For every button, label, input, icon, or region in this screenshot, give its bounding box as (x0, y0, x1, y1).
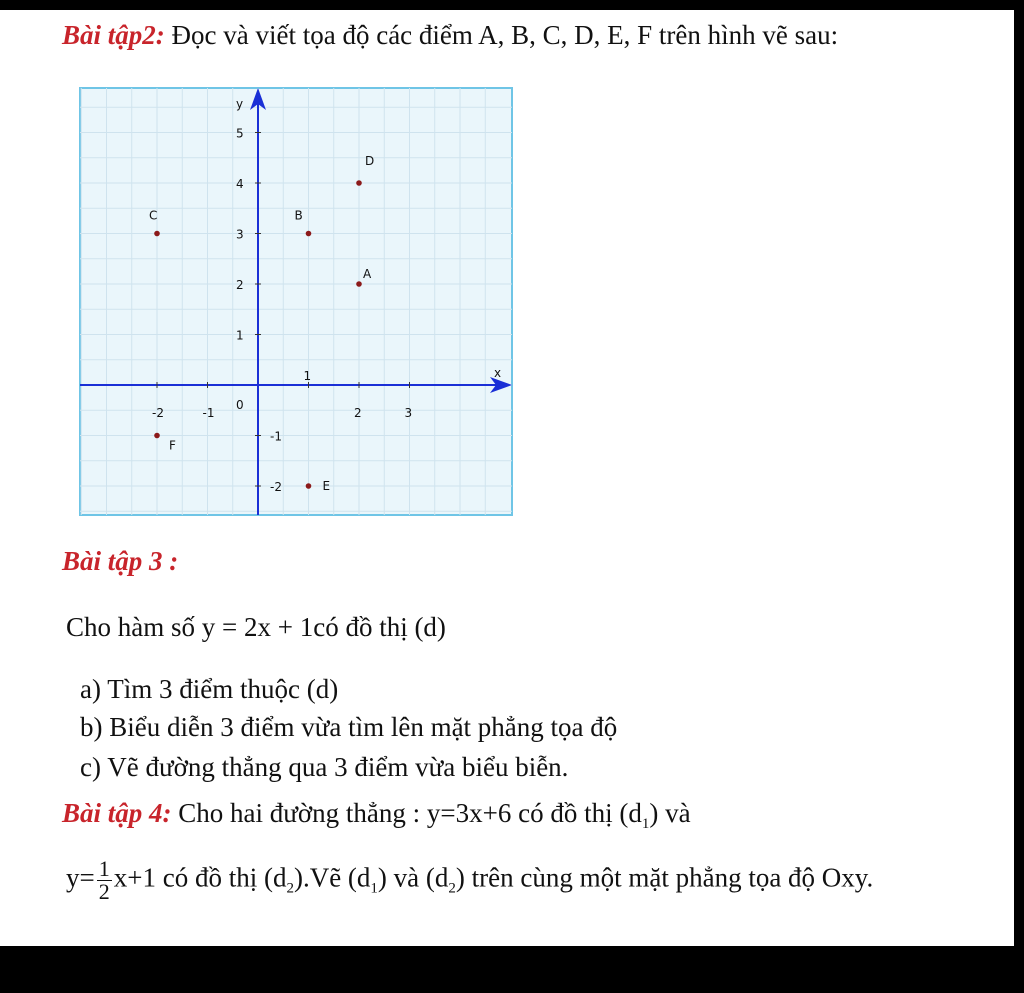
eq-prefix: y= (66, 862, 95, 893)
point-label-d: D (365, 154, 375, 168)
subscript-4: 2 (448, 880, 456, 897)
exercise-4-heading (62, 798, 691, 833)
fraction (97, 858, 112, 903)
y-tick-label: 1 (236, 328, 244, 343)
exercise-3-item-a: a) Tìm 3 điểm thuộc (d) (80, 674, 339, 704)
x-tick-label: 1 (303, 369, 312, 383)
point-label-a: A (363, 267, 372, 281)
x-tick-label: -1 (202, 406, 215, 420)
subscript-1: 1 (641, 816, 650, 832)
x-tick-label: 3 (404, 406, 413, 420)
y-tick-label: 3 (236, 227, 244, 242)
y-tick-label: 4 (236, 177, 244, 191)
x-axis-label: x (494, 366, 502, 380)
subscript-3: 1 (370, 880, 378, 897)
point-label-e: E (322, 479, 331, 493)
point-label-b: B (294, 208, 303, 223)
document-page (0, 10, 1014, 946)
eq-tail: ).Vẽ (d (293, 862, 371, 893)
y-axis-label: y (236, 97, 244, 111)
eq-tail-2: ) và (d (377, 862, 449, 893)
point-label-f: F (169, 438, 176, 453)
exercise-3-title: Bài tập 3 : (62, 546, 179, 576)
exercise-2-text: Đọc và viết tọa độ các điểm A, B, C, D, E, F trên hình vẽ sau: (171, 20, 839, 50)
y-tick-label: -1 (270, 429, 282, 444)
point-a (356, 281, 362, 287)
x-tick-label: 2 (354, 406, 362, 420)
coordinate-graph (0, 10, 1014, 540)
eq-mid: x+1 có đồ thị (d (113, 862, 287, 893)
point-f (154, 433, 160, 439)
graph-frame (80, 88, 512, 515)
y-tick-label: 5 (236, 126, 244, 141)
exercise-2-title: Bài tập2: (62, 20, 165, 50)
subscript-2: 2 (286, 880, 294, 897)
point-b (306, 231, 312, 237)
fraction-numerator: 1 (98, 856, 110, 881)
exercise-4-text: Cho hai đường thẳng : y=3x+6 có đồ thị (d (178, 798, 642, 828)
exercise-3-item-b: b) Biểu diễn 3 điểm vừa tìm lên mặt phẳng tọa độ (80, 712, 618, 742)
exercise-4-title: Bài tập 4: (62, 798, 172, 828)
y-tick-label: 2 (236, 278, 244, 292)
exercise-3-intro: Cho hàm số y = 2x + 1có đồ thị (d) (66, 612, 446, 642)
point-c (154, 231, 160, 237)
x-tick-label: -2 (152, 406, 164, 420)
eq-end: ) trên cùng một mặt phẳng tọa độ Oxy. (455, 862, 874, 893)
origin-label: 0 (236, 398, 244, 412)
exercise-3-item-c: c) Vẽ đường thẳng qua 3 điểm vừa biểu biễn. (80, 752, 569, 782)
y-tick-label: -2 (270, 480, 282, 494)
exercise-4-text-end: ) và (649, 798, 691, 828)
point-label-c: C (149, 208, 158, 223)
fraction-denominator: 2 (98, 879, 110, 904)
point-d (356, 180, 362, 186)
point-e (306, 483, 312, 489)
exercise-4-equation (66, 858, 873, 903)
